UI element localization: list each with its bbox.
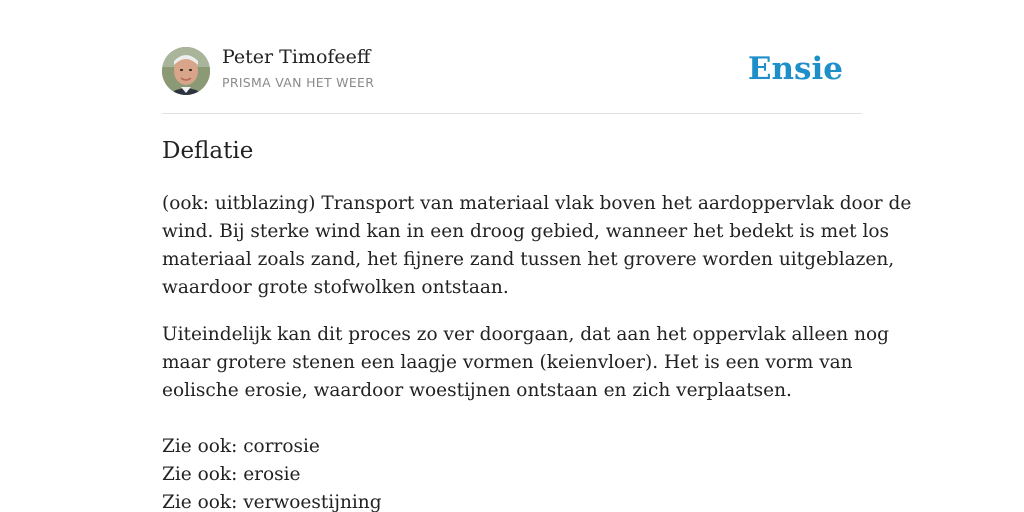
author-avatar <box>162 47 210 95</box>
paragraph-line: waardoor grote stofwolken ontstaan. <box>162 277 509 298</box>
entry-card <box>162 0 912 512</box>
paragraph-line: wind. Bij sterke wind kan in een droog gebied, wanneer het bedekt is met los <box>162 221 890 242</box>
entry-body <box>162 190 912 512</box>
entry-title: Deflatie <box>162 138 254 164</box>
paragraph-1 <box>162 190 912 302</box>
paragraph-line: (ook: uitblazing) Transport van materiaal vlak boven het aardoppervlak door de <box>162 193 912 214</box>
paragraph-line: materiaal zoals zand, het fijnere zand tussen het grovere worden uitgeblazen, <box>162 249 895 270</box>
paragraph-2 <box>162 321 889 405</box>
avatar-portrait-icon <box>162 47 210 95</box>
see-also-list <box>162 433 862 512</box>
paragraph-line: eolische erosie, waardoor woestijnen ontstaan en zich verplaatsen. <box>162 380 792 401</box>
header-divider <box>162 113 862 114</box>
author-subtitle[interactable]: PRISMA VAN HET WEER <box>222 75 375 90</box>
see-also-verwoestijning[interactable]: Zie ook: verwoestijning <box>162 492 382 512</box>
paragraph-line: maar grotere stenen een laagje vormen (keienvloer). Het is een vorm van <box>162 352 853 373</box>
see-also-corrosie[interactable]: Zie ook: corrosie <box>162 436 320 457</box>
ensie-logo[interactable]: Ensie <box>747 51 843 87</box>
author-name[interactable]: Peter Timofeeff <box>222 46 371 68</box>
author-header <box>162 46 862 96</box>
see-also-erosie[interactable]: Zie ook: erosie <box>162 464 301 485</box>
paragraph-line: Uiteindelijk kan dit proces zo ver doorgaan, dat aan het oppervlak alleen nog <box>162 324 889 345</box>
